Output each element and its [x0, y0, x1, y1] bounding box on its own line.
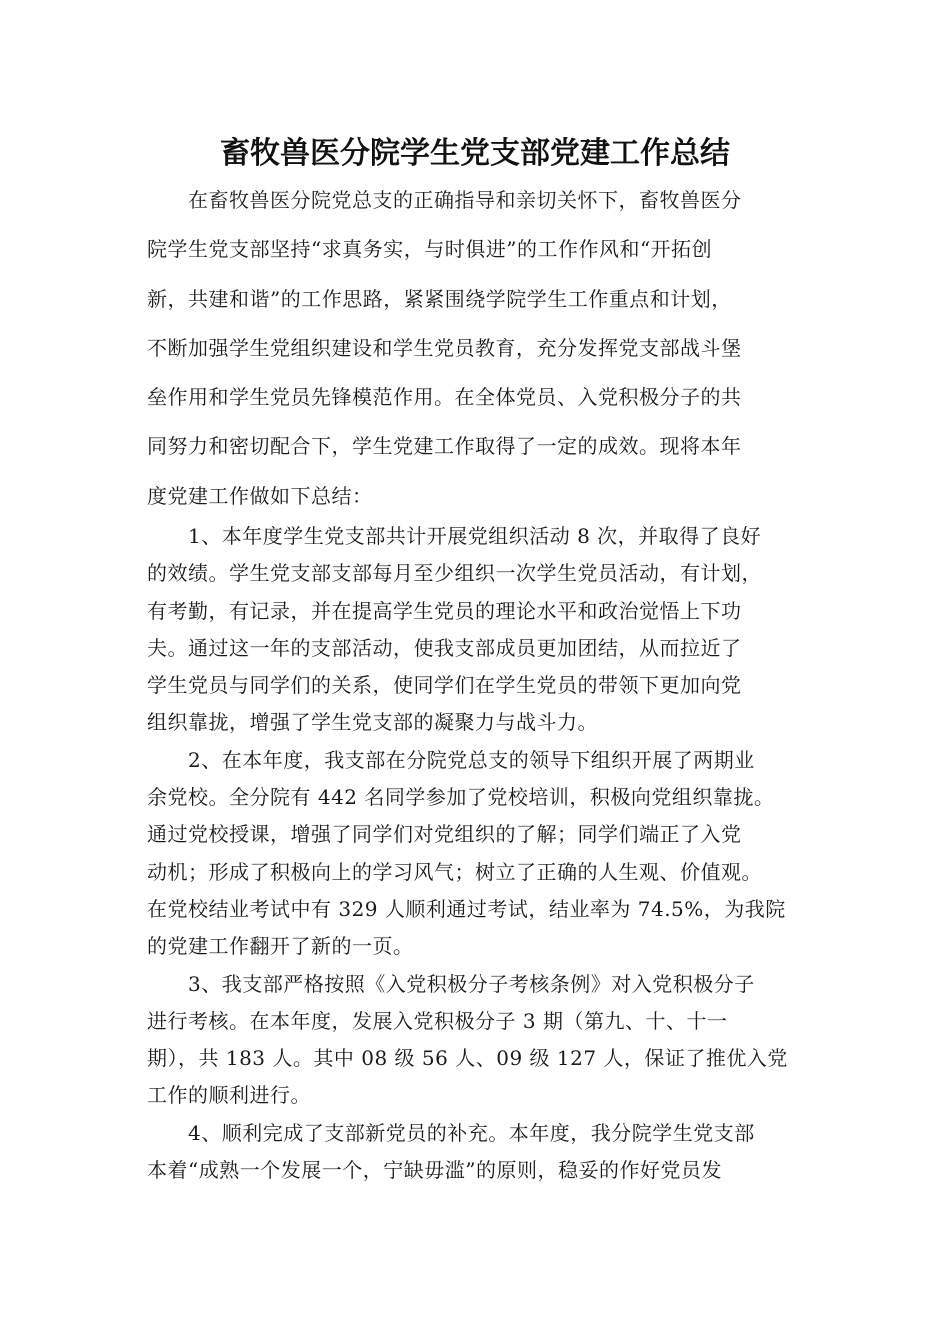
text-line: 通过党校授课，增强了同学们对党组织的了解；同学们端正了入党 [147, 822, 742, 847]
text-line: 新，共建和谐”的工作思路，紧紧围绕学院学生工作重点和计划， [147, 286, 732, 311]
numbered-items [147, 518, 807, 1189]
text-line: 在党校结业考试中有 329 人顺利通过考试，结业率为 74.5%，为我院 [147, 896, 786, 921]
text-line: 的效绩。学生党支部支部每月至少组织一次学生党员活动，有计划， [147, 561, 762, 586]
text-line: 学生党员与同学们的关系，使同学们在学生党员的带领下更加向党 [147, 673, 742, 698]
text-line: 3、我支部严格按照《入党积极分子考核条例》对入党积极分子 [147, 971, 755, 996]
text-line: 组织靠拢，增强了学生党支部的凝聚力与战斗力。 [147, 710, 598, 735]
text-line: 在畜牧兽医分院党总支的正确指导和亲切关怀下，畜牧兽医分 [147, 188, 742, 212]
text-line: 度党建工作做如下总结： [147, 483, 373, 508]
text-line: 本着“成熟一个发展一个，宁缺毋滥”的原则，稳妥的作好党员发 [147, 1158, 722, 1183]
text-line: 不断加强学生党组织建设和学生党员教育，充分发挥党支部战斗堡 [147, 335, 742, 360]
text-line: 动机；形成了积极向上的学习风气；树立了正确的人生观、价值观。 [147, 859, 762, 884]
text-line: 进行考核。在本年度，发展入党积极分子 3 期（第九、十、十一 [147, 1008, 728, 1033]
text-line: 的党建工作翻开了新的一页。 [147, 934, 414, 959]
text-line: 余党校。全分院有 442 名同学参加了党校培训，积极向党组织靠拢。 [147, 785, 775, 810]
text-line: 垒作用和学生党员先锋模范作用。在全体党员、入党积极分子的共 [147, 385, 742, 410]
document-title: 畜牧兽医分院学生党支部党建工作总结 [220, 136, 730, 171]
intro-paragraph [147, 176, 807, 521]
text-line: 4、顺利完成了支部新党员的补充。本年度，我分院学生党支部 [147, 1120, 755, 1145]
text-line: 同努力和密切配合下，学生党建工作取得了一定的成效。现将本年 [147, 434, 742, 459]
text-line: 有考勤，有记录，并在提高学生党员的理论水平和政治觉悟上下功 [147, 598, 742, 623]
text-line: 1、本年度学生党支部共计开展党组织活动 8 次，并取得了良好 [147, 524, 762, 548]
text-line: 工作的顺利进行。 [147, 1083, 311, 1108]
text-line: 2、在本年度，我支部在分院党总支的领导下组织开展了两期业 [147, 747, 755, 772]
text-line: 院学生党支部坚持“求真务实，与时俱进”的工作作风和“开拓创 [147, 237, 713, 262]
text-line: 夫。通过这一年的支部活动，使我支部成员更加团结，从而拉近了 [147, 635, 742, 660]
text-line: 期），共 183 人。其中 08 级 56 人、09 级 127 人，保证了推优入党 [147, 1046, 788, 1071]
